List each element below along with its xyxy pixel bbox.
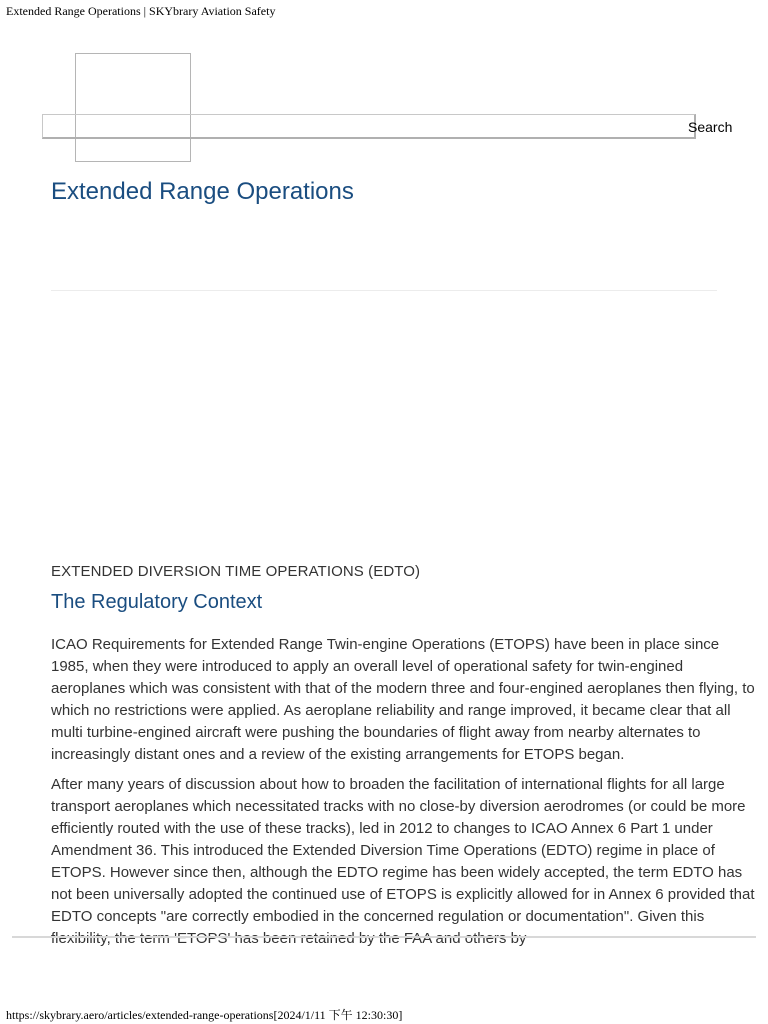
print-header-title: Extended Range Operations | SKYbrary Aviation Safety bbox=[6, 4, 276, 18]
article-body bbox=[51, 634, 756, 947]
article-paragraph: ICAO Requirements for Extended Range Twin-engine Operations (ETOPS) have been in place since 1985, when they were introduced to apply an overall level of operational safety for twin-engined aeroplanes which was consistent with that of the modern three and four-engined aeroplanes then flying, to which no restrictions were applied. As aeroplane reliability and range improved, it became clear that all multi turbine-engined aircraft were pushing the boundaries of flight away from nearby alternates to increasingly distant ones and a review of the existing arrangements for ETOPS began. bbox=[51, 636, 755, 763]
section-kicker: EXTENDED DIVERSION TIME OPERATIONS (EDTO) bbox=[51, 563, 421, 580]
search-button[interactable]: Search bbox=[688, 119, 733, 135]
page-bottom-rule bbox=[12, 936, 756, 938]
site-logo[interactable] bbox=[75, 53, 191, 162]
section-heading: The Regulatory Context bbox=[51, 591, 263, 613]
title-divider bbox=[51, 290, 717, 291]
search-input[interactable] bbox=[42, 114, 696, 139]
print-footer-url: https://skybrary.aero/articles/extended-range-operations[2024/1/11 下午 12:30:30] bbox=[6, 1008, 403, 1022]
article-paragraph: After many years of discussion about how to broaden the facilitation of international flights for all large transport aeroplanes which necessitated tracks with no close-by diversion aerodromes (or could be more efficiently routed with the use of these tracks), led in 2012 to changes to ICAO Annex 6 Part 1 under Amendment 36. This introduced the Extended Diversion Time Operations (EDTO) regime in place of ETOPS. However since then, although the EDTO regime has been widely accepted, the term EDTO has not been universally adopted the continued use of ETOPS is explicitly allowed for in Annex 6 provided that EDTO concepts "are correctly embodied in the concerned regulation or documentation". Given this flexibility, the term 'ETOPS' has been retained by the FAA and others by bbox=[51, 776, 755, 947]
page-title: Extended Range Operations bbox=[51, 178, 354, 205]
